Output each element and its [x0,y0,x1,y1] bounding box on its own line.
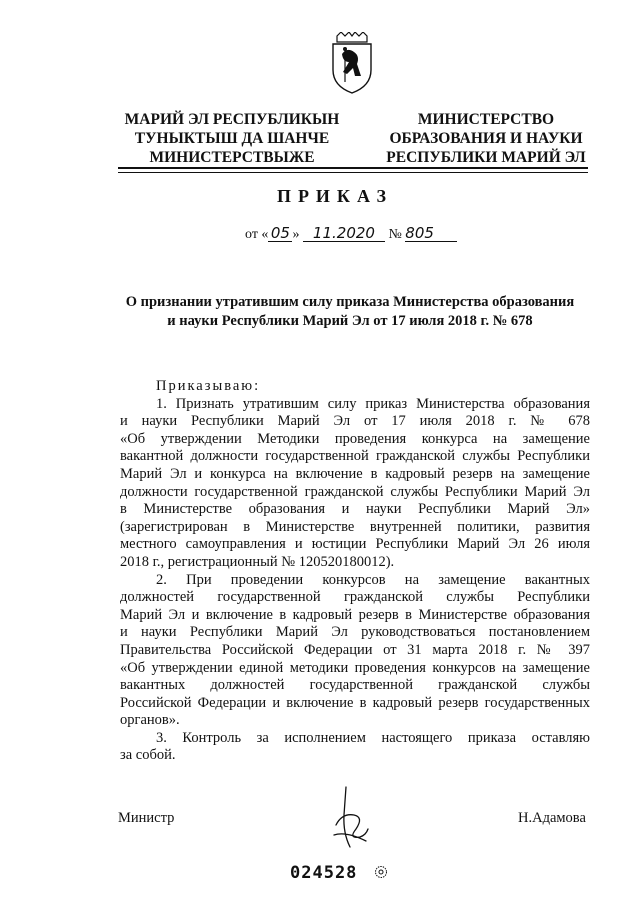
subject-line: О признании утратившим силу приказа Министерства образования [125,294,575,310]
item3-line: 3. Контроль за исполнением настоящего приказа оставляю [156,729,590,746]
header-right-line: РЕСПУБЛИКИ МАРИЙ ЭЛ [386,149,586,166]
item2-line: вакантных должностей государственной гражданской службы [120,677,590,694]
coat-of-arms-icon [327,32,377,94]
date-mid: » [292,227,300,242]
order-month-year: 11.2020 [303,226,385,242]
item1-line: вакантной должности государственной гражданской службы Республики [120,448,590,465]
item1-line: 1. Признать утратившим силу приказ Министерства образования [156,395,590,412]
order-date-line [245,226,457,243]
item1-line: (зарегистрирован в Министерстве внутренней политики, развития [120,518,590,535]
item1-line: 2018 г., регистрационный № 120520180012). [120,553,395,570]
item2-line: Российской Федерации и включение в кадровый резерв государственных [120,694,590,711]
form-number: 024528 [290,863,358,883]
order-number: 805 [405,226,457,242]
rosette-icon [374,865,388,879]
item2-line: и науки Республики Марий Эл руководствоваться постановлением [120,624,590,641]
item1-line: и науки Республики Марий Эл от 17 июля 2018 г. № 678 [120,413,590,430]
header-right-line: ОБРАЗОВАНИЯ И НАУКИ [389,130,583,147]
signer-name: Н.Адамова [518,810,586,826]
item2-line: Марий Эл и включение в кадровый резерв в Министерстве образования [120,606,590,623]
intro-text: Приказываю: [156,378,261,394]
item2-line: 2. При проведении конкурсов на замещение вакантных [156,571,590,588]
header-divider-thin [118,172,588,173]
item1-line: Марий Эл и конкурса на включение в кадровый резерв на замещение [120,465,590,482]
order-body [120,378,590,765]
item1-line: в Министерстве образования и науки Республики Марий Эл» [120,501,590,518]
document-title: ПРИКАЗ [276,186,394,206]
order-day: 05 [268,226,292,242]
item3-line: за собой. [120,747,176,764]
number-prefix: № [388,227,402,242]
header-left-block [102,110,362,167]
header-left-line: МАРИЙ ЭЛ РЕСПУБЛИКЫН [124,111,340,128]
handwritten-signature-icon [326,785,372,855]
item1-line: местного самоуправления и юстиции Республики Марий Эл 26 июля [120,536,590,553]
header-right-line: МИНИСТЕРСТВО [417,111,555,128]
order-subject [100,293,600,331]
header-divider-thick [118,167,588,169]
header-left-line: ТУНЫКТЫШ ДА ШАНЧЕ [134,130,330,147]
item2-line: «Об утверждении единой методики проведения конкурсов на замещение [120,659,590,676]
item2-line: органов». [120,712,180,729]
item2-line: должностей государственной гражданской службы Республики [120,589,590,606]
signer-position: Министр [118,810,175,826]
item1-line: «Об утверждении Методики проведения конкурса на замещение [120,430,590,447]
header-right-block [356,110,616,167]
date-prefix: от « [245,227,269,242]
header-left-line: МИНИСТЕРСТВЫЖЕ [149,149,315,166]
item2-line: Правительства Российской Федерации от 31 марта 2018 г. № 397 [120,641,590,658]
subject-line: и науки Республики Марий Эл от 17 июля 2018 г. № 678 [167,313,533,329]
item1-line: должности государственной гражданской службы Республики Марий Эл [120,483,590,500]
